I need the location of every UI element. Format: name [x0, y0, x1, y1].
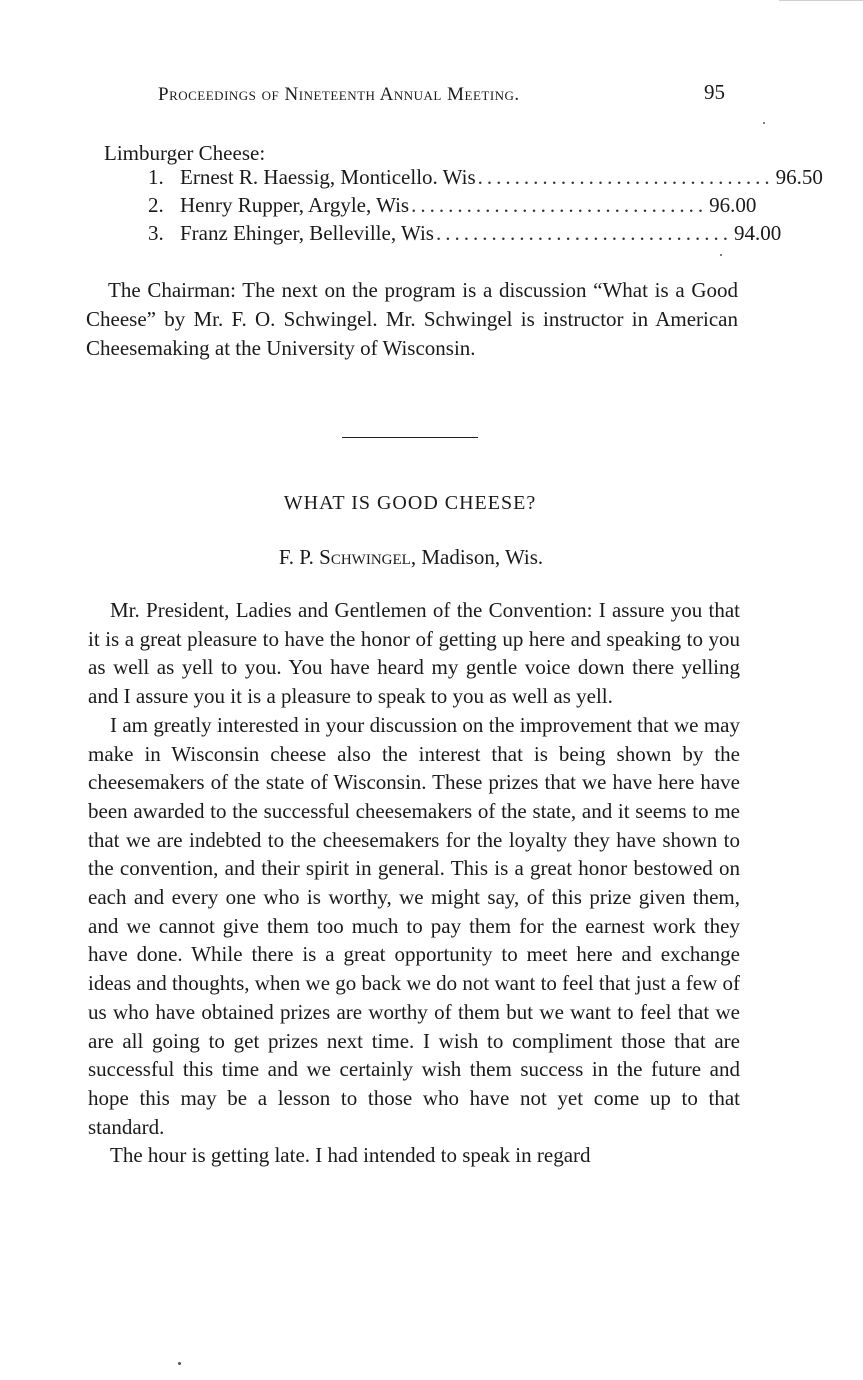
author-location: , Madison, Wis.	[410, 545, 544, 569]
award-category-heading: Limburger Cheese:	[104, 141, 266, 165]
award-winner: Henry Rupper, Argyle, Wis	[180, 193, 410, 217]
body-paragraph: I am greatly interested in your discussion on the improvement that we may make in Wisconsin cheese also the interest that is being shown by the cheesemakers of the state of Wisconsin. These prizes that we have here have been awarded to the successful cheesemakers of the state, and it seems to me that we are indebted to the cheesemakers for the loyalty they have shown to the convention, and their spirit in general. This is a great honor bestowed on each and every one who is worthy, we might say, of this prize given them, and we cannot give them too much to pay them for the earnest work they have done. While there is a great opportunity to meet here and exchange ideas and thoughts, when we go back we do not want to feel that just a few of us who have obtained prizes are worthy of them but we want to feel that we are all going to get prizes next time. I wish to compliment those that are successful this time and we certainly wish them success in the future and hope this may be a lesson to those who have not yet come up to that standard.	[88, 712, 740, 1139]
award-score: 94.00	[733, 221, 782, 245]
award-winner: Ernest R. Haessig, Monticello. Wis	[180, 165, 476, 189]
award-score: 96.00	[709, 193, 757, 217]
award-rank: 3.	[148, 221, 164, 245]
dot-leader: ................................	[435, 221, 732, 245]
section-divider	[342, 437, 478, 438]
award-entry	[148, 193, 757, 221]
dot-leader: ................................	[477, 165, 774, 189]
scan-speck	[178, 1362, 181, 1365]
body-paragraph: The hour is getting late. I had intended to speak in regard	[110, 1143, 591, 1168]
award-rank: 2.	[148, 193, 164, 217]
author-name: F. P. Schwingel	[278, 545, 411, 569]
award-rank: 1.	[148, 165, 164, 189]
scan-speck	[763, 122, 765, 124]
award-winner: Franz Ehinger, Belleville, Wis	[180, 221, 434, 245]
scan-edge-line	[779, 0, 863, 1]
chairman-paragraph: The Chairman: The next on the program is a discussion “What is a Good Cheese” by Mr. F. O. Schwingel. Mr. Schwingel is instructor in American Cheesemaking at the University of Wisconsin.	[86, 278, 738, 360]
body-paragraph: Mr. President, Ladies and Gentlemen of the Convention: I assure you that it is a great pleasure to have the honor of getting up here and speaking to you as well as yell to you. You have heard my gentle voice down there yelling and I assure you it is a pleasure to speak to you as well as yell.	[88, 598, 740, 709]
running-header-title: Proceedings of Nineteenth Annual Meeting.	[158, 84, 520, 105]
award-entry	[148, 165, 823, 193]
award-list	[148, 165, 823, 249]
award-entry	[148, 221, 782, 249]
article-body	[88, 596, 740, 1170]
page-number: 95	[704, 80, 725, 104]
article-byline	[0, 545, 822, 570]
dot-leader: ................................	[411, 193, 708, 217]
article-title: WHAT IS GOOD CHEESE?	[283, 492, 537, 514]
award-score: 96.50	[775, 165, 823, 189]
scan-speck	[720, 254, 722, 256]
